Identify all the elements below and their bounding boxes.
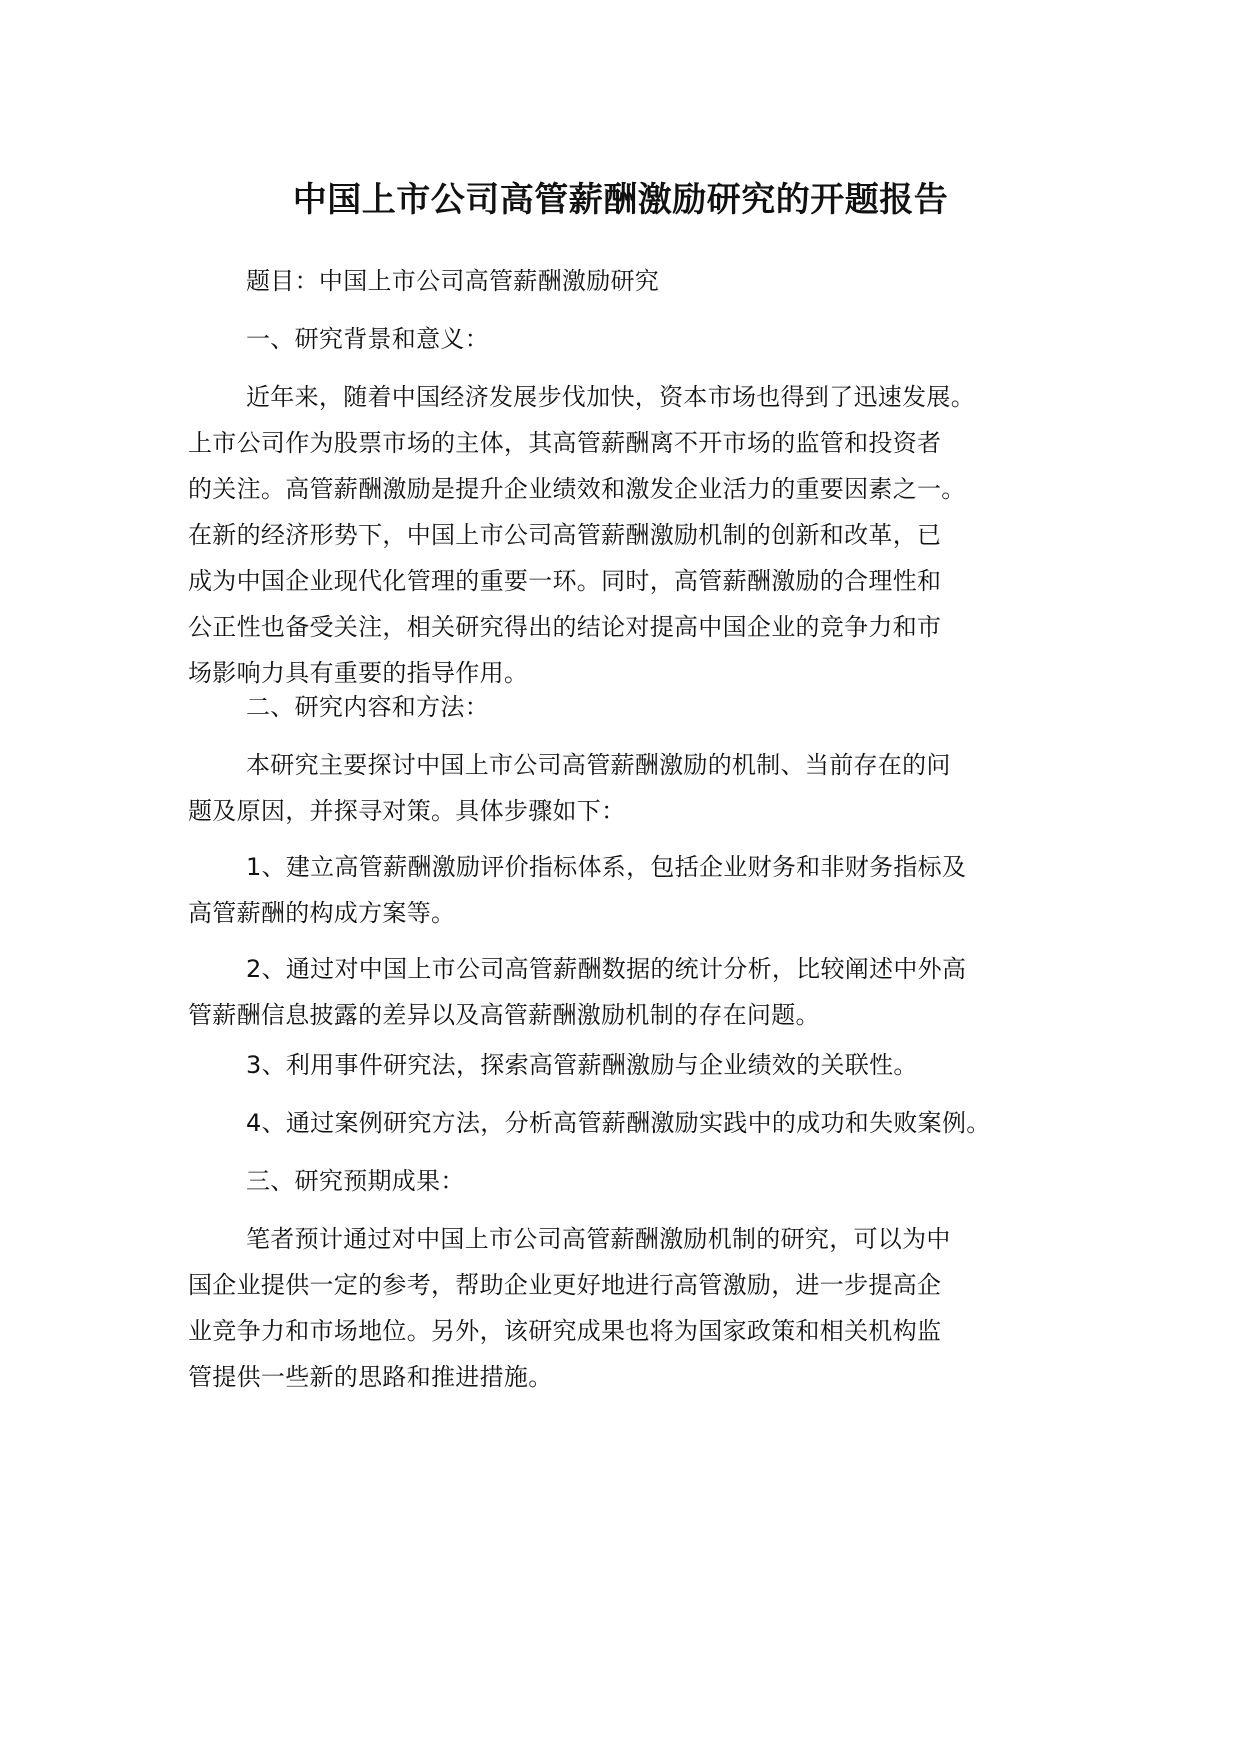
- paragraph-line: 场影响力具有重要的指导作用。: [188, 659, 529, 687]
- paragraph-line: 管提供一些新的思路和推进措施。: [188, 1363, 553, 1391]
- paragraph-line: 4、通过案例研究方法，分析高管薪酬激励实践中的成功和失败案例。: [246, 1109, 991, 1137]
- step-item-2: [188, 946, 1078, 1038]
- paragraph-line: 公正性也备受关注，相关研究得出的结论对提高中国企业的竞争力和市: [188, 613, 942, 641]
- section-heading: [188, 316, 1078, 362]
- paragraph-line: 1、建立高管薪酬激励评价指标体系，包括企业财务和非财务指标及: [246, 853, 967, 881]
- step-item-3: [188, 1042, 1078, 1088]
- section-heading: [188, 1158, 1078, 1204]
- paragraph-line: 业竞争力和市场地位。另外，该研究成果也将为国家政策和相关机构监: [188, 1317, 942, 1345]
- paragraph-line: 题及原因，并探寻对策。具体步骤如下：: [188, 797, 626, 825]
- section-heading: [188, 684, 1078, 730]
- paragraph-line: 成为中国企业现代化管理的重要一环。同时，高管薪酬激励的合理性和: [188, 567, 942, 595]
- paragraph-line: 近年来，随着中国经济发展步伐加快，资本市场也得到了迅速发展。: [246, 383, 975, 411]
- subject-text: 题目：中国上市公司高管薪酬激励研究: [246, 267, 660, 295]
- subject-line: [188, 258, 1078, 304]
- paragraph-line: 国企业提供一定的参考，帮助企业更好地进行高管激励，进一步提高企: [188, 1271, 942, 1299]
- paragraph-line: 管薪酬信息披露的差异以及高管薪酬激励机制的存在问题。: [188, 1001, 820, 1029]
- section2-paragraph: [188, 742, 1078, 834]
- paragraph-line: 高管薪酬的构成方案等。: [188, 899, 456, 927]
- paragraph-line: 2、通过对中国上市公司高管薪酬数据的统计分析，比较阐述中外高: [246, 955, 967, 983]
- paragraph-line: 在新的经济形势下，中国上市公司高管薪酬激励机制的创新和改革，已: [188, 521, 942, 549]
- step-item-1: [188, 844, 1078, 936]
- document-title: 中国上市公司高管薪酬激励研究的开题报告: [292, 180, 949, 220]
- section3-paragraph: [188, 1216, 1078, 1400]
- section1-heading: 一、研究背景和意义：: [246, 325, 489, 353]
- paragraph-line: 3、利用事件研究法，探索高管薪酬激励与企业绩效的关联性。: [246, 1051, 918, 1079]
- section1-paragraph: [188, 374, 1078, 696]
- step-item-4: [188, 1100, 1078, 1146]
- paragraph-line: 本研究主要探讨中国上市公司高管薪酬激励的机制、当前存在的问: [246, 751, 951, 779]
- paragraph-line: 笔者预计通过对中国上市公司高管薪酬激励机制的研究，可以为中: [246, 1225, 951, 1253]
- section3-heading: 三、研究预期成果：: [246, 1167, 465, 1195]
- section2-heading: 二、研究内容和方法：: [246, 693, 489, 721]
- paragraph-line: 上市公司作为股票市场的主体，其高管薪酬离不开市场的监管和投资者: [188, 429, 942, 457]
- paragraph-line: 的关注。高管薪酬激励是提升企业绩效和激发企业活力的重要因素之一。: [188, 475, 966, 503]
